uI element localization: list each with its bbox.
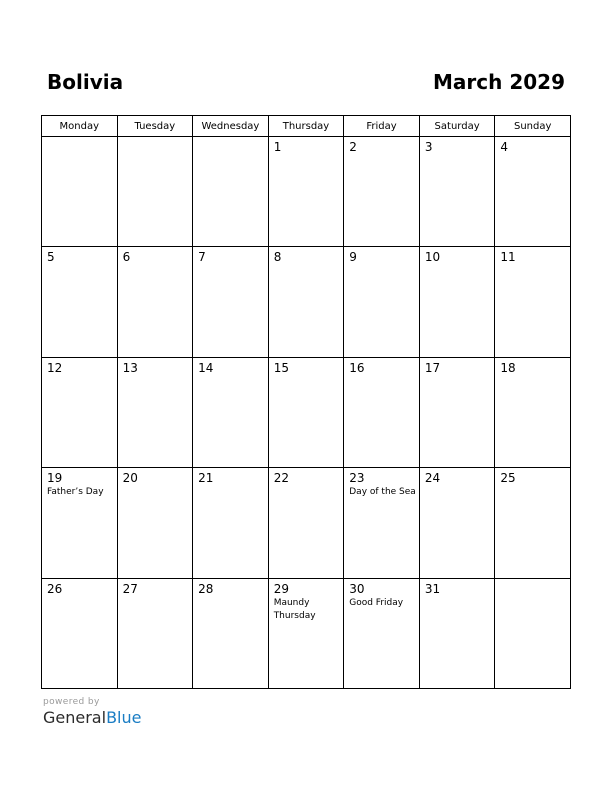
day-cell-content bbox=[42, 137, 117, 239]
day-cell-content bbox=[193, 579, 268, 681]
day-cell bbox=[344, 468, 420, 578]
day-cell-content bbox=[118, 579, 193, 681]
day-cell-content bbox=[495, 468, 570, 570]
weekday-header: Thursday bbox=[268, 116, 344, 137]
week-row bbox=[42, 247, 571, 357]
day-number: 7 bbox=[198, 250, 206, 265]
day-number: 5 bbox=[47, 250, 55, 265]
day-cell bbox=[117, 578, 193, 688]
day-number: 6 bbox=[122, 250, 131, 265]
day-number: 31 bbox=[424, 581, 441, 596]
weekday-header: Monday bbox=[42, 116, 118, 137]
day-cell-content bbox=[42, 247, 117, 349]
day-cell-content bbox=[420, 137, 495, 239]
day-cell bbox=[344, 578, 420, 688]
day-cell-content bbox=[495, 358, 570, 460]
day-cell-content bbox=[420, 358, 495, 460]
day-cell-content bbox=[420, 247, 495, 349]
day-cell bbox=[117, 247, 193, 357]
day-cell bbox=[117, 357, 193, 467]
day-cell-content bbox=[118, 468, 193, 570]
day-number: 13 bbox=[122, 360, 138, 375]
day-cell-content bbox=[495, 247, 570, 349]
day-cell-content bbox=[344, 579, 419, 681]
day-cell bbox=[495, 468, 571, 578]
brand-footer bbox=[43, 697, 141, 727]
day-cell-content bbox=[269, 358, 344, 460]
generalblue-logo bbox=[43, 708, 141, 727]
day-cell bbox=[419, 468, 495, 578]
day-cell bbox=[117, 468, 193, 578]
day-cell bbox=[419, 247, 495, 357]
day-cell-content bbox=[269, 468, 344, 570]
day-number: 16 bbox=[349, 360, 365, 375]
day-cell bbox=[268, 468, 344, 578]
day-number: 30 bbox=[349, 581, 365, 596]
day-cell-content bbox=[42, 358, 117, 460]
calendar-body bbox=[42, 137, 571, 689]
day-number: 14 bbox=[198, 360, 214, 375]
day-cell-content bbox=[118, 247, 193, 349]
day-cell bbox=[344, 137, 420, 247]
weekday-header: Friday bbox=[344, 116, 420, 137]
day-number: 3 bbox=[424, 140, 433, 154]
day-cell-content bbox=[269, 579, 344, 681]
weekday-header: Wednesday bbox=[193, 116, 269, 137]
day-cell bbox=[193, 468, 269, 578]
day-cell-content bbox=[344, 468, 419, 570]
weekday-header: Tuesday bbox=[117, 116, 193, 137]
week-row bbox=[42, 137, 571, 247]
week-row bbox=[42, 357, 571, 467]
holiday-label: Good Friday bbox=[349, 597, 404, 608]
day-number: 26 bbox=[47, 581, 63, 596]
day-number: 27 bbox=[122, 581, 138, 596]
day-cell bbox=[268, 137, 344, 247]
day-cell-content bbox=[495, 579, 570, 681]
day-number: 19 bbox=[47, 471, 63, 486]
day-cell bbox=[419, 357, 495, 467]
day-number: 21 bbox=[198, 471, 214, 486]
day-cell bbox=[42, 137, 118, 247]
week-row bbox=[42, 468, 571, 578]
day-cell bbox=[495, 578, 571, 688]
day-cell bbox=[42, 247, 118, 357]
powered-by-text: powered by bbox=[43, 697, 100, 707]
day-cell-content bbox=[269, 247, 344, 349]
day-cell-content bbox=[193, 247, 268, 349]
day-number: 1 bbox=[273, 140, 282, 154]
day-cell-content bbox=[344, 358, 419, 460]
day-cell bbox=[268, 578, 344, 688]
day-number: 20 bbox=[122, 471, 138, 486]
calendar-grid bbox=[41, 115, 571, 689]
day-cell-content bbox=[193, 358, 268, 460]
day-cell-content bbox=[420, 579, 495, 681]
day-number: 29 bbox=[273, 581, 289, 596]
day-cell bbox=[193, 137, 269, 247]
country-title: Bolivia bbox=[47, 70, 124, 94]
day-number: 2 bbox=[349, 140, 357, 154]
day-cell bbox=[268, 357, 344, 467]
day-cell bbox=[419, 578, 495, 688]
day-number: 8 bbox=[273, 250, 282, 265]
day-cell-content bbox=[193, 137, 268, 239]
weekday-header: Sunday bbox=[495, 116, 571, 137]
day-number: 15 bbox=[273, 360, 289, 375]
day-cell bbox=[193, 247, 269, 357]
day-cell-content bbox=[193, 468, 268, 570]
day-cell bbox=[344, 357, 420, 467]
day-cell bbox=[344, 247, 420, 357]
logo-blue-text: Blue bbox=[106, 708, 142, 727]
day-number: 12 bbox=[47, 360, 63, 375]
day-cell-content bbox=[118, 358, 193, 460]
day-cell-content bbox=[344, 247, 419, 349]
day-cell bbox=[495, 137, 571, 247]
day-cell-content bbox=[42, 468, 117, 570]
day-number: 23 bbox=[349, 471, 365, 486]
day-cell bbox=[117, 137, 193, 247]
day-cell bbox=[268, 247, 344, 357]
holiday-label: Father’s Day bbox=[47, 487, 104, 498]
day-number: 25 bbox=[500, 471, 516, 486]
day-cell bbox=[419, 137, 495, 247]
day-cell-content bbox=[344, 137, 419, 239]
day-cell-content bbox=[118, 137, 193, 239]
day-cell-content bbox=[269, 137, 344, 239]
day-number: 18 bbox=[500, 360, 516, 375]
month-year-title: March 2029 bbox=[433, 70, 565, 94]
day-number: 10 bbox=[424, 250, 441, 265]
day-cell bbox=[42, 357, 118, 467]
day-cell bbox=[193, 357, 269, 467]
day-number: 4 bbox=[500, 140, 509, 154]
logo-general-text: General bbox=[43, 708, 107, 727]
day-cell-content bbox=[42, 579, 117, 681]
day-number: 17 bbox=[424, 360, 441, 375]
weekday-header: Saturday bbox=[419, 116, 495, 137]
day-cell bbox=[42, 468, 118, 578]
day-number: 24 bbox=[424, 471, 441, 486]
week-row bbox=[42, 578, 571, 688]
day-cell bbox=[495, 247, 571, 357]
holiday-label: Maundy Thursday bbox=[273, 597, 316, 621]
weekday-header-row bbox=[42, 116, 571, 137]
day-number: 22 bbox=[273, 471, 289, 486]
day-cell-content bbox=[420, 468, 495, 570]
day-cell-content bbox=[495, 137, 570, 239]
day-cell bbox=[495, 357, 571, 467]
day-number: 28 bbox=[198, 581, 214, 596]
day-number: 9 bbox=[349, 250, 357, 265]
day-number: 11 bbox=[500, 250, 516, 265]
day-cell bbox=[42, 578, 118, 688]
holiday-label: Day of the Sea bbox=[349, 487, 416, 498]
day-cell bbox=[193, 578, 269, 688]
